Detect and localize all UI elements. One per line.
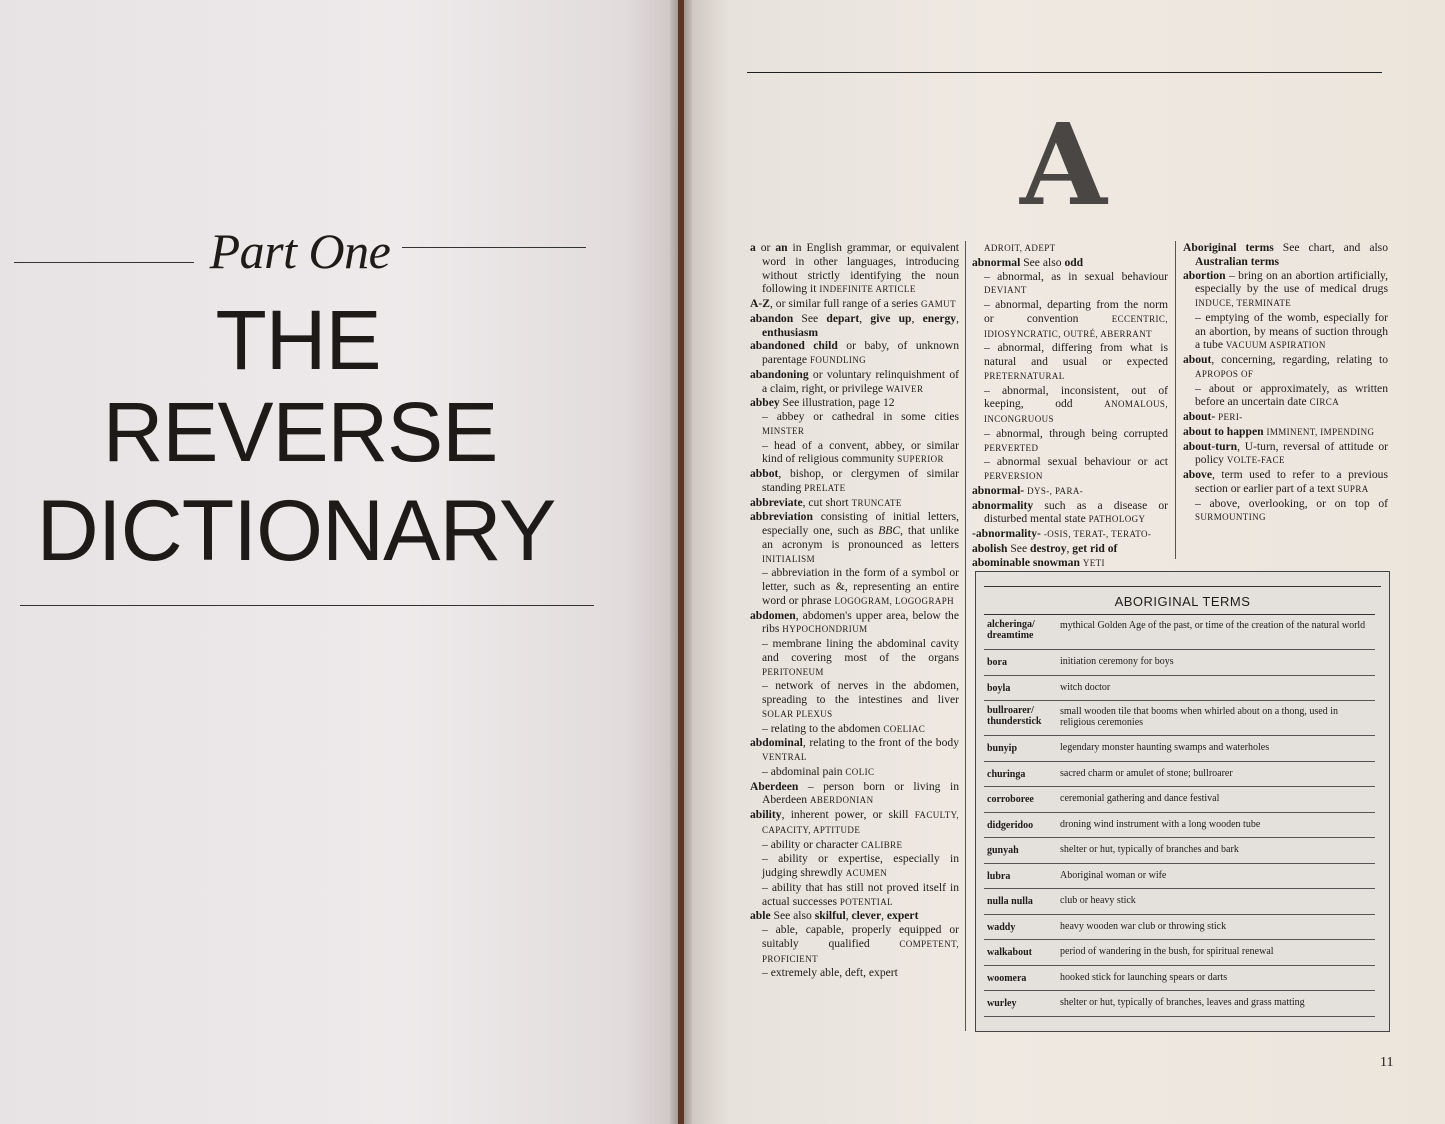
chart-definition: initiation ceremony for boys (1060, 656, 1174, 667)
chart-definition: Aboriginal woman or wife (1060, 869, 1167, 881)
top-rule (747, 72, 1382, 73)
chart-definition: period of wandering in the bush, for spiritual renewal (1060, 946, 1274, 957)
book-spine (670, 0, 692, 1124)
dictionary-entry: abandoned child or baby, of unknown parentage FOUNDLING (750, 339, 959, 366)
chart-definition: ceremonial gathering and dance festival (1060, 793, 1220, 804)
dictionary-entry: – relating to the abdomen COELIAC (762, 721, 926, 735)
chart-definition: mythical Golden Age of the past, or time of the creation of the natural world (1060, 620, 1366, 631)
chart-term: nulla nulla (987, 896, 1033, 907)
dictionary-entry: abbey See illustration, page 12 (750, 396, 895, 410)
chart-top-rule (984, 586, 1381, 587)
title-line-2: REVERSE (102, 385, 498, 479)
chart-term: wurley (987, 998, 1017, 1009)
chart-term: bullroarer/ thunderstick (987, 705, 1042, 727)
chart-table (984, 614, 1375, 1017)
dictionary-entry: ability, inherent power, or skill FACULTY, CAPACITY, APTITUDE (750, 808, 959, 835)
chart-definition: legendary monster haunting swamps and waterholes (1060, 742, 1270, 753)
dictionary-entry: – head of a convent, abbey, or similar kind of religious community SUPERIOR (762, 438, 959, 466)
chart-term: waddy (987, 921, 1016, 933)
dictionary-entry: – abdominal pain COLIC (762, 764, 875, 778)
chart-term: boyla (987, 682, 1011, 694)
chart-definition: shelter or hut, typically of branches and bark (1060, 844, 1239, 855)
aboriginal-terms-chart (975, 571, 1390, 1032)
dictionary-entry: ADROIT, ADEPT (984, 243, 1056, 253)
chart-definition: droning wind instrument with a long wooden tube (1060, 818, 1261, 830)
chart-term: didgeridoo (987, 819, 1034, 831)
dictionary-entry: abbot, bishop, or clergymen of similar standing PRELATE (750, 467, 959, 494)
dictionary-entry: abbreviation consisting of initial letters, especially one, such as BBC, that unlike an acronym is pronounced as letters INITIALISM (750, 510, 959, 564)
chart-row (984, 915, 1375, 941)
chart-term: corroboree (987, 794, 1034, 805)
dictionary-entry: – above, overlooking, or on top of SURMOUNTING (1195, 496, 1388, 523)
dictionary-entry: – abnormal, as in sexual behaviour DEVIANT (984, 269, 1168, 296)
dictionary-entry: – ability or expertise, especially in judging shrewdly ACUMEN (762, 852, 959, 879)
chart-row (984, 736, 1375, 762)
chart-definition: shelter or hut, typically of branches, leaves and grass matting (1060, 997, 1305, 1008)
chart-row (984, 701, 1375, 736)
chart-term: alcheringa/ dreamtime (987, 619, 1035, 641)
chart-term: gunyah (987, 845, 1019, 856)
chart-row (984, 676, 1375, 702)
chart-definition: small wooden tile that booms when whirled about on a thong, used in religious ceremonies (1060, 706, 1339, 728)
chart-row (984, 787, 1375, 813)
dictionary-entry: abbreviate, cut short TRUNCATE (750, 495, 902, 509)
dictionary-entry: – ability or character CALIBRE (762, 837, 903, 851)
page-number: 11 (1380, 1055, 1394, 1070)
chart-row (984, 650, 1375, 676)
chart-row (984, 813, 1375, 839)
dictionary-entry: abandon See depart, give up, energy, enthusiasm (750, 311, 960, 339)
part-rule-right (402, 247, 586, 248)
dictionary-entry: – able, capable, properly equipped or suitably qualified COMPETENT, PROFICIENT (762, 923, 959, 964)
entries-column-1 (750, 241, 959, 980)
title-line-3: DICTIONARY (36, 483, 556, 579)
dictionary-entry: -abnormality- -OSIS, TERAT-, TERATO- (972, 527, 1152, 540)
chart-row (984, 889, 1375, 915)
entries-column-3 (1183, 241, 1388, 525)
dictionary-entry: – about or approximately, as written before an uncertain date CIRCA (1195, 381, 1388, 409)
dictionary-entry: abortion – bring on an abortion artificially, especially by the use of medical drugs INDUCE, TERMINATE (1183, 268, 1388, 308)
dictionary-entry: abnormal- DYS-, PARA- (972, 483, 1084, 497)
dictionary-entry: abominable snowman YETI (972, 555, 1105, 569)
column-divider-2 (1175, 241, 1176, 559)
chart-row (984, 991, 1375, 1017)
column-divider-1 (965, 241, 966, 1031)
dictionary-entry: – abnormal, through being corrupted PERVERTED (984, 426, 1168, 453)
chart-row (984, 615, 1375, 650)
title-line-1: THE (215, 293, 381, 387)
dictionary-entry: about to happen IMMINENT, IMPENDING (1183, 424, 1375, 438)
dictionary-entry: above, term used to refer to a previous section or earlier part of a text SUPRA (1183, 468, 1388, 495)
dictionary-entry: Aboriginal terms See chart, and also Australian terms (1183, 241, 1388, 268)
dictionary-entry: – extremely able, deft, expert (762, 966, 898, 980)
dictionary-entry: abolish See destroy, get rid of (972, 541, 1118, 555)
dictionary-entry: a or an in English grammar, or equivalent word in other languages, introducing without strictly identifying the noun following it INDEFINITE ARTICLE (750, 241, 959, 296)
dictionary-entry: about- PERI- (1183, 410, 1243, 423)
dictionary-entry: – membrane lining the abdominal cavity and covering most of the organs PERITONEUM (762, 637, 959, 677)
dictionary-entry: about, concerning, regarding, relating to APROPOS OF (1183, 353, 1388, 379)
chart-title: ABORIGINAL TERMS (1114, 594, 1251, 609)
chart-definition: witch doctor (1060, 681, 1111, 693)
dictionary-entry: – abnormal, departing from the norm or convention ECCENTRIC, IDIOSYNCRATIC, OUTRÉ, ABERRANT (984, 298, 1168, 339)
dictionary-entry: – abnormal, differing from what is natural and usual or expected PRETERNATURAL (984, 341, 1168, 381)
chart-row (984, 966, 1375, 992)
dictionary-entry: Aberdeen – person born or living in Aberdeen ABERDONIAN (750, 779, 959, 807)
dictionary-entry: abdomen, abdomen's upper area, below the ribs HYPOCHONDRIUM (750, 608, 959, 636)
dictionary-entry: – abnormal sexual behaviour or act PERVERSION (984, 455, 1168, 481)
dictionary-entry: abandoning or voluntary relinquishment of a claim, right, or privilege WAIVER (750, 367, 959, 395)
chart-row (984, 864, 1375, 890)
chart-term: bunyip (987, 743, 1018, 754)
dictionary-entry: – abbreviation in the form of a symbol or letter, such as &, representing an entire word or phrase LOGOGRAM, LOGOGRAPH (762, 566, 959, 607)
chart-term: walkabout (987, 947, 1033, 958)
chart-term: lubra (987, 870, 1011, 882)
chart-term: bora (987, 657, 1007, 668)
dictionary-entry: able See also skilful, clever, expert (750, 909, 919, 923)
dictionary-entry: A-Z, or similar full range of a series GAMUT (750, 297, 956, 310)
title-rule-bottom (20, 605, 594, 606)
dictionary-entry: about-turn, U-turn, reversal of attitude or policy VOLTE-FACE (1183, 439, 1388, 467)
chart-term: woomera (987, 972, 1027, 984)
chart-definition: club or heavy stick (1060, 895, 1136, 906)
dictionary-entry: abdominal, relating to the front of the body VENTRAL (750, 736, 959, 762)
dictionary-entry: – emptying of the womb, especially for an abortion, by means of suction through a tube VACUUM ASPIRATION (1195, 310, 1388, 352)
chart-definition: hooked stick for launching spears or darts (1060, 971, 1228, 983)
part-heading: Part One (209, 223, 391, 279)
chart-term: churinga (987, 768, 1026, 780)
chart-row (984, 762, 1375, 788)
dictionary-entry: – network of nerves in the abdomen, spreading to the intestines and liver SOLAR PLEXUS (762, 679, 959, 719)
dictionary-entry: abnormality such as a disease or disturbed mental state PATHOLOGY (972, 498, 1168, 526)
chart-definition: heavy wooden war club or throwing stick (1060, 920, 1227, 932)
dictionary-entry: abnormal See also odd (972, 255, 1084, 269)
chart-row (984, 940, 1375, 966)
dictionary-entry: – abnormal, inconsistent, out of keeping, odd ANOMALOUS, INCONGRUOUS (984, 383, 1168, 424)
dictionary-entry: – abbey or cathedral in some cities MINSTER (762, 410, 959, 436)
section-letter: A (1020, 100, 1107, 231)
chart-definition: sacred charm or amulet of stone; bullroarer (1060, 767, 1233, 779)
chart-row (984, 838, 1375, 864)
dictionary-entry: – ability that has still not proved itself in actual successes POTENTIAL (762, 880, 959, 908)
entries-column-2 (972, 241, 1168, 570)
